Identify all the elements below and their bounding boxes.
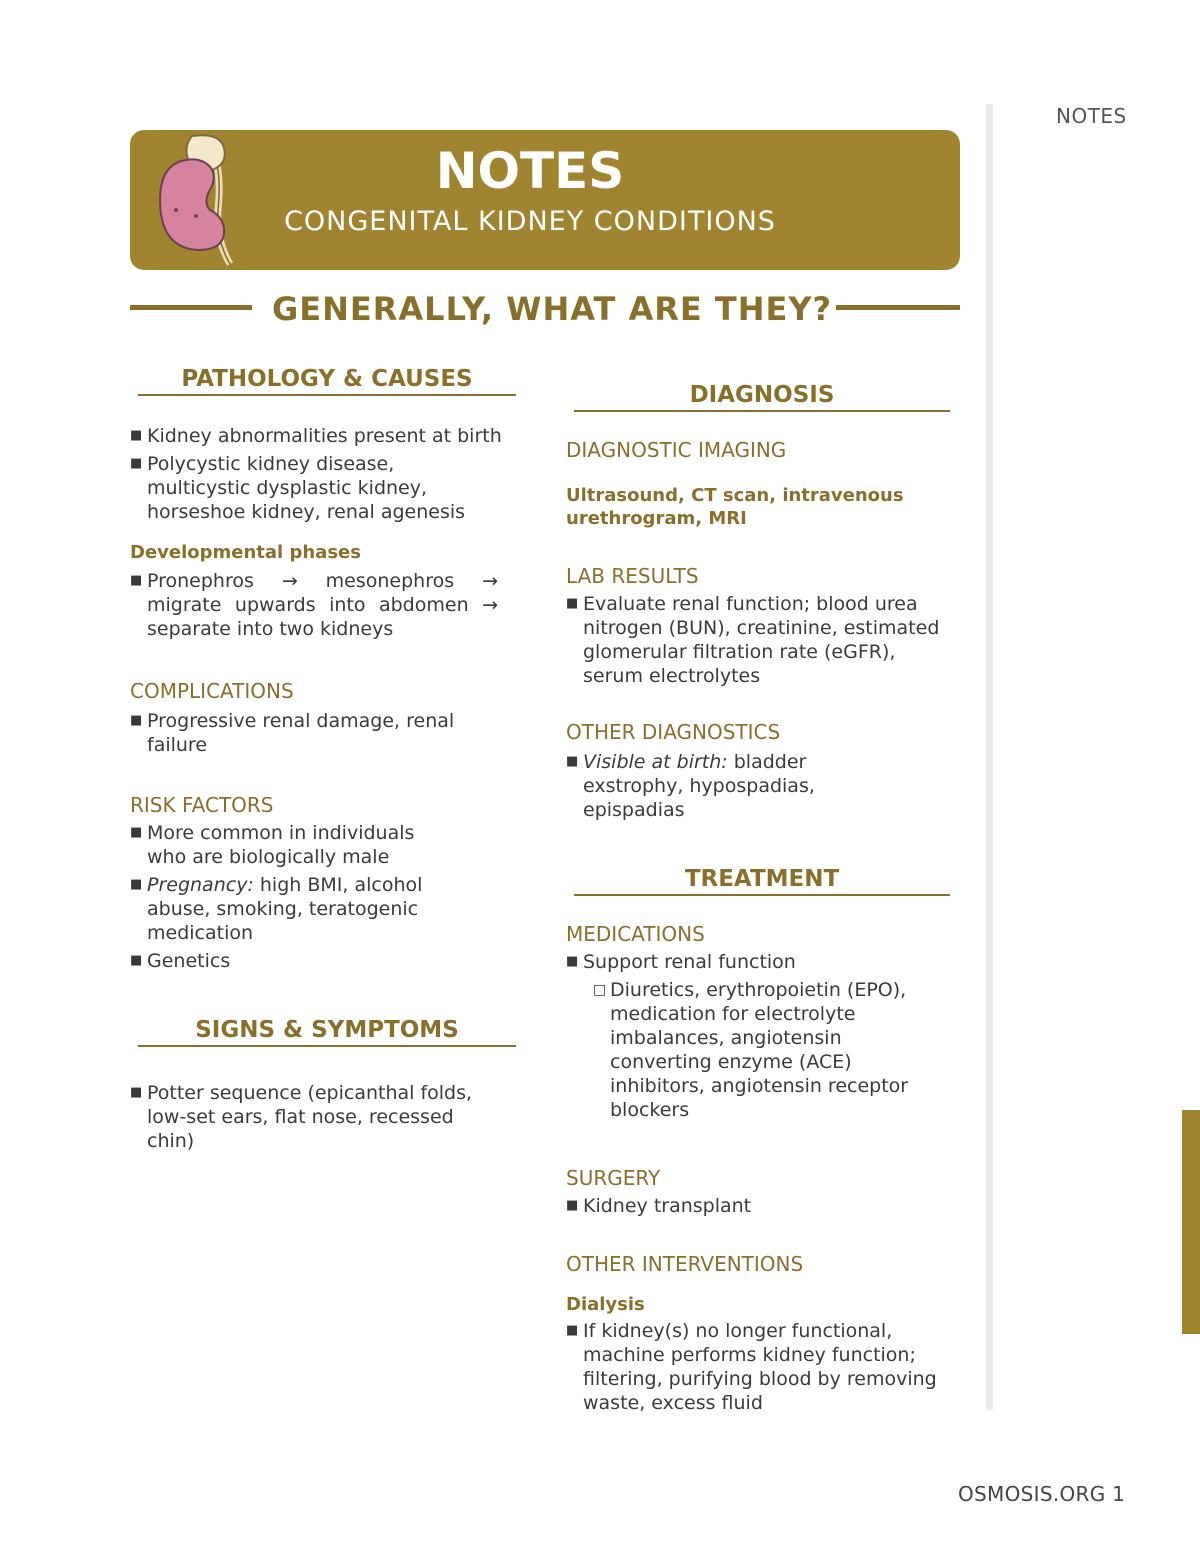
list-item: ■ Pronephros → mesonephros → migrate upwards into abdomen → separate into two kidneys bbox=[130, 569, 516, 641]
dialysis-heading: Dialysis bbox=[566, 1294, 645, 1315]
developmental-phases-heading: Developmental phases bbox=[130, 542, 361, 563]
title-banner bbox=[130, 130, 960, 270]
banner-subtitle: CONGENITAL KIDNEY CONDITIONS bbox=[284, 206, 776, 237]
diagnostic-imaging-heading: DIAGNOSTIC IMAGING bbox=[566, 438, 787, 462]
side-notes-label: NOTES bbox=[1056, 104, 1127, 128]
complications-heading: COMPLICATIONS bbox=[130, 679, 294, 703]
list-item: ■ Polycystic kidney disease, multicystic dysplastic kidney, horseshoe kidney, renal agenesis bbox=[130, 452, 516, 524]
imaging-text: Ultrasound, CT scan, intravenous urethrogram, MRI bbox=[566, 485, 904, 529]
signs-symptoms-heading: SIGNS & SYMPTOMS bbox=[138, 1017, 516, 1047]
sub-list-item: □ Diuretics, erythropoietin (EPO), medication for electrolyte imbalances, angiotensin converting enzyme (ACE) inhibitors, angiotensin receptor blockers bbox=[584, 978, 958, 1122]
diagnosis-heading: DIAGNOSIS bbox=[574, 382, 950, 412]
treatment-heading: TREATMENT bbox=[574, 866, 950, 896]
other-diagnostics-heading: OTHER DIAGNOSTICS bbox=[566, 720, 781, 744]
banner-title: NOTES bbox=[435, 142, 625, 200]
section-rule-left bbox=[130, 305, 252, 310]
side-divider bbox=[986, 104, 993, 1410]
list-item: ■ Potter sequence (epicanthal folds, low-set ears, flat nose, recessed chin) bbox=[130, 1081, 516, 1153]
visible-at-birth-label: Visible at birth: bbox=[583, 751, 728, 773]
list-item: ■ Genetics bbox=[130, 949, 516, 973]
kidney-icon bbox=[152, 130, 242, 268]
risk-factors-heading: RISK FACTORS bbox=[130, 793, 274, 817]
list-item: ■ Kidney transplant bbox=[566, 1194, 958, 1218]
visible-at-birth-text: bladder exstrophy, hypospadias, epispadias bbox=[583, 751, 815, 821]
list-item: ■ If kidney(s) no longer functional, machine performs kidney function; filtering, purifying blood by removing waste, excess fluid bbox=[566, 1319, 958, 1415]
surgery-heading: SURGERY bbox=[566, 1166, 661, 1190]
side-tab bbox=[1182, 1110, 1200, 1334]
list-item: ■ Support renal function bbox=[566, 950, 958, 974]
medications-heading: MEDICATIONS bbox=[566, 922, 705, 946]
list-item: ■ More common in individuals who are biologically male bbox=[130, 821, 516, 869]
general-title: GENERALLY, WHAT ARE THEY? bbox=[272, 290, 833, 328]
pathology-heading: PATHOLOGY & CAUSES bbox=[138, 366, 516, 396]
list-item bbox=[566, 750, 958, 822]
list-item: ■ Progressive renal damage, renal failure bbox=[130, 709, 516, 757]
list-item: ■ Kidney abnormalities present at birth bbox=[130, 424, 516, 448]
lab-results-heading: LAB RESULTS bbox=[566, 564, 699, 588]
page-footer: OSMOSIS.ORG 1 bbox=[958, 1482, 1126, 1506]
section-rule-right bbox=[836, 305, 960, 310]
list-item: ■ Evaluate renal function; blood urea nitrogen (BUN), creatinine, estimated glomerular filtration rate (eGFR), serum electrolytes bbox=[566, 592, 958, 688]
pregnancy-text: high BMI, alcohol abuse, smoking, teratogenic medication bbox=[147, 874, 423, 944]
other-interventions-heading: OTHER INTERVENTIONS bbox=[566, 1252, 804, 1276]
pregnancy-label: Pregnancy: bbox=[147, 874, 254, 896]
left-column bbox=[130, 366, 516, 1153]
right-column bbox=[566, 382, 958, 1415]
list-item bbox=[130, 873, 516, 945]
